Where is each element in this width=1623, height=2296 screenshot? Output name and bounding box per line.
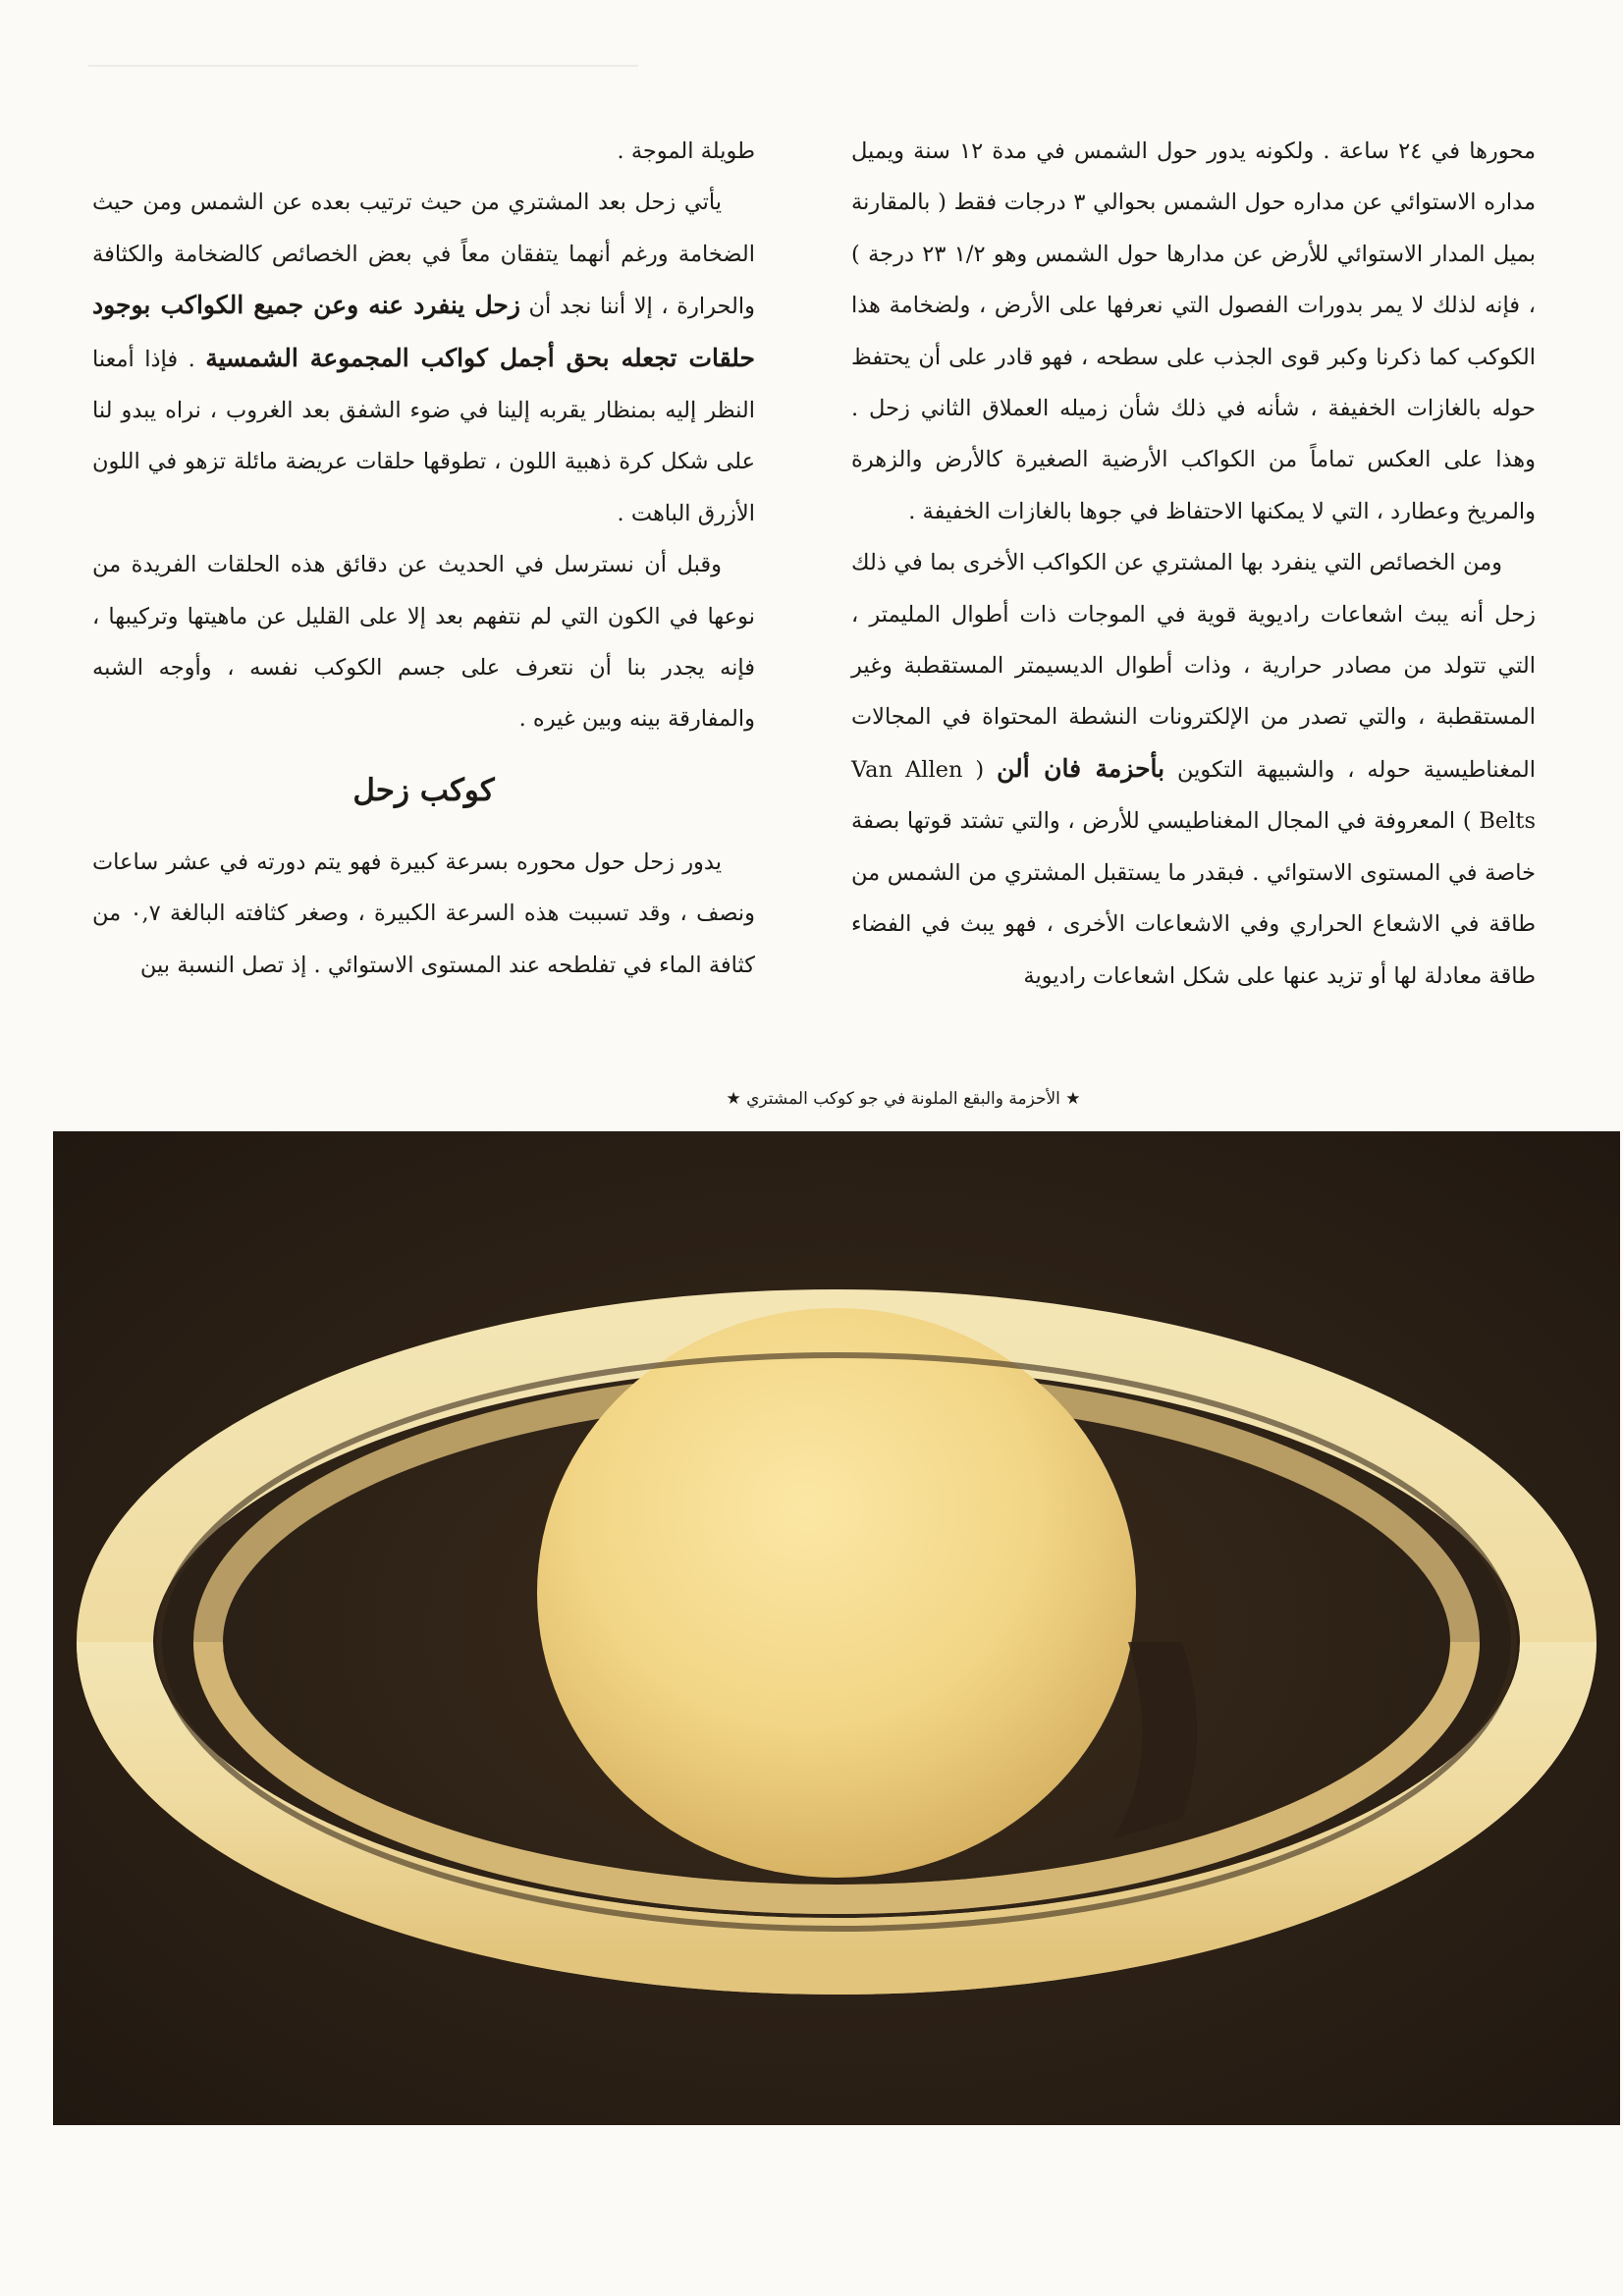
left-text-column-lower [92, 837, 755, 991]
paragraph-text: . فإذا أمعنا النظر إليه بمنظار يقربه إلينا في ضوء الشفق بعد الغروب ، نراه يبدو لنا على شكل كرة ذهبية اللون ، تطوقها حلقات عريضة مائلة تزهو في اللون الأزرق الباهت . [92, 346, 755, 526]
bold-phrase-saturn-rings: زحل ينفرد عنه وعن جميع الكواكب بوجود حلقات تجعله بحق أجمل كواكب المجموعة الشمسية [92, 291, 755, 372]
paragraph-text: يأتي زحل بعد المشتري من حيث ترتيب بعده عن الشمس ومن حيث الضخامة ورغم أنهما يتفقان معاً في بعض الخصائص كالضخامة والكثافة والحرارة ، إلا أننا نجد أن [92, 190, 755, 320]
paragraph-jupiter-rotation: محورها في ٢٤ ساعة . ولكونه يدور حول الشمس في مدة ١٢ سنة ويميل مداره الاستوائي عن مداره حول الشمس بحوالي ٣ درجات فقط ( بالمقارنة بميل المدار الاستوائي للأرض عن مدارها حول الشمس وهو ١/٢ ٢٣ درجة ) ، فإنه لذلك لا يمر بدورات الفصول التي نعرفها على الأرض ، ولضخامة هذا الكوكب كما ذكرنا وكبر قوى الجذب على سطحه ، فهو قادر على أن يحتفظ حوله بالغازات الخفيفة ، شأنه في ذلك شأن زميله العملاق الثاني زحل . وهذا على العكس تماماً من الكواكب الأرضية الصغيرة كالأرض والزهرة والمريخ وعطارد ، التي لا يمكنها الاحتفاظ في جوها بالغازات الخفيفة . [851, 138, 1537, 524]
left-text-column [92, 126, 755, 745]
saturn-globe [537, 1308, 1136, 1878]
paragraph-saturn-intro [92, 177, 755, 539]
paragraph-continuation: طويلة الموجة . [617, 138, 755, 164]
right-text-column [851, 126, 1536, 1002]
section-heading: كوكب زحل [352, 773, 495, 808]
paragraph-text: ( Van Allen Belts ) المعروفة في المجال المغناطيسي للأرض ، والتي تشتد قوتها بصفة خاصة في المستوى الاستوائي . فبقدر ما يستقبل المشتري من الشمس من طاقة في الاشعاع الحراري وفي الاشعاعات الأخرى ، فهو يبث في الفضاء طاقة معادلة لها أو تزيد عنها على شكل اشعاعات راديوية [851, 756, 1536, 989]
saturn-photo [53, 1131, 1620, 2125]
top-divider [88, 65, 638, 67]
paragraph-saturn-rings: وقبل أن نسترسل في الحديث عن دقائق هذه الحلقات الفريدة من نوعها في الكون التي لم نتفهم بعد إلا على القليل عن ماهيتها وتركيبها ، فإنه يجدر بنا أن نتعرف على جسم الكوكب نفسه ، وأوجه الشبه والمفارقة بينه وبين غيره . [92, 552, 755, 733]
paragraph-jupiter-radio [851, 537, 1536, 1002]
saturn-image [53, 1131, 1620, 2125]
paragraph-saturn-rotation: يدور زحل حول محوره بسرعة كبيرة فهو يتم دورته في عشر ساعات ونصف ، وقد تسببت هذه السرعة الكبيرة ، وصغر كثافته البالغة ٠,٧ من كثافة الماء في تفلطحه عند المستوى الاستوائي . إذ تصل النسبة بين [92, 849, 755, 978]
bold-phrase-van-allen: بأحزمة فان ألن [997, 753, 1165, 783]
paragraph-text: ومن الخصائص التي ينفرد بها المشتري عن الكواكب الأخرى بما في ذلك زحل أنه يبث اشعاعات راديوية قوية في الموجات ذات أطوال المليمتر ، التي تتولد من مصادر حرارية ، وذات أطوال الديسيمتر المستقطبة وغير المستقطبة ، والتي تصدر من الإلكترونات النشطة المحتواة في المجالات المغناطيسية حوله ، والشبيهة التكوين [851, 550, 1537, 783]
figure-caption: ★ الأحزمة والبقع الملونة في جو كوكب المشتري ★ [726, 1089, 1081, 1109]
